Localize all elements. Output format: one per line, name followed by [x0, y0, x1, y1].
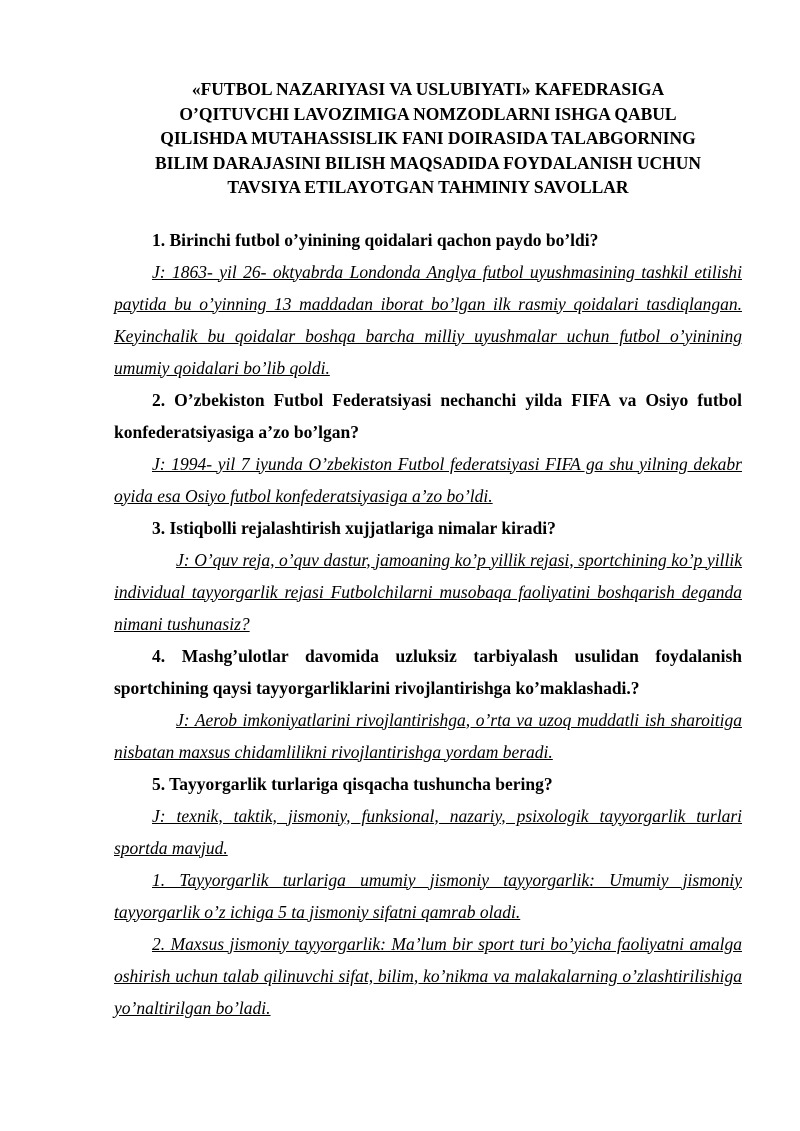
question-4: 4. Mashg’ulotlar davomida uzluksiz tarbiyalash usulidan foydalanish sportchining qaysi tayyorgarliklarini rivojlantirishga ko’maklashadi.?	[114, 645, 742, 698]
question-1: 1. Birinchi futbol o’yinining qoidalari qachon paydo bo’ldi?	[152, 229, 599, 250]
question-3: 3. Istiqbolli rejalashtirish xujjatlariga nimalar kiradi?	[152, 517, 556, 538]
answer-5: J: texnik, taktik, jismoniy, funksional, nazariy, psixologik tayyorgarlik turlari sportda mavjud.	[114, 805, 742, 858]
question-2: 2. O’zbekiston Futbol Federatsiyasi nechanchi yilda FIFA va Osiyo futbol konfederatsiyasiga a’zo bo’lgan?	[114, 389, 742, 442]
question-5: 5. Tayyorgarlik turlariga qisqacha tushuncha bering?	[152, 773, 553, 794]
answer-3: J: O’quv reja, o’quv dastur, jamoaning ko’p yillik rejasi, sportchining ko’p yillik individual tayyorgarlik rejasi Futbolchilarni musobaqa faoliyatini boshqarish deganda nimani tushunasiz?	[114, 549, 742, 634]
title-line: «FUTBOL NAZARIYASI VA USLUBIYATI» KAFEDRASIGA	[191, 79, 665, 99]
answer-5-point-2: 2. Maxsus jismoniy tayyorgarlik: Ma’lum bir sport turi bo’yicha faoliyatni amalga oshirish uchun talab qilinuvchi sifat, bilim, ko’nikma va malakalarning o’zlashtirilishiga yo’naltirilgan bo’ladi.	[114, 933, 742, 1018]
title-line: BILIM DARAJASINI BILISH MAQSADIDA FOYDALANISH UCHUN	[155, 152, 701, 173]
answer-1: J: 1863- yil 26- oktyabrda Londonda Anglya futbol uyushmasining tashkil etilishi paytida bu o’yinning 13 maddadan iborat bo’lgan ilk rasmiy qoidalari tasdiqlangan. Keyinchalik bu qoidalar boshqa barcha milliy uyushmalar uchun futbol o’yinining umumiy qoidalari bo’lib qoldi.	[114, 261, 742, 378]
document-title	[114, 77, 742, 200]
answer-2: J: 1994- yil 7 iyunda O’zbekiston Futbol federatsiyasi FIFA ga shu yilning dekabr oyida esa Osiyo futbol konfederatsiyasiga a’zo bo’ldi.	[114, 453, 742, 506]
answer-5-point-1: 1. Tayyorgarlik turlariga umumiy jismoniy tayyorgarlik: Umumiy jismoniy tayyorgarlik o’z ichiga 5 ta jismoniy sifatni qamrab oladi.	[114, 869, 742, 922]
title-line: QILISHDA MUTAHASSISLIK FANI DOIRASIDA TALABGORNING	[160, 128, 696, 148]
answer-4: J: Aerob imkoniyatlarini rivojlantirishga, o’rta va uzoq muddatli ish sharoitiga nisbatan maxsus chidamlilikni rivojlantirishga yordam beradi.	[114, 709, 742, 762]
title-line: TAVSIYA ETILAYOTGAN TAHMINIY SAVOLLAR	[227, 177, 629, 197]
title-line: O’QITUVCHI LAVOZIMIGA NOMZODLARNI ISHGA QABUL	[179, 103, 677, 124]
